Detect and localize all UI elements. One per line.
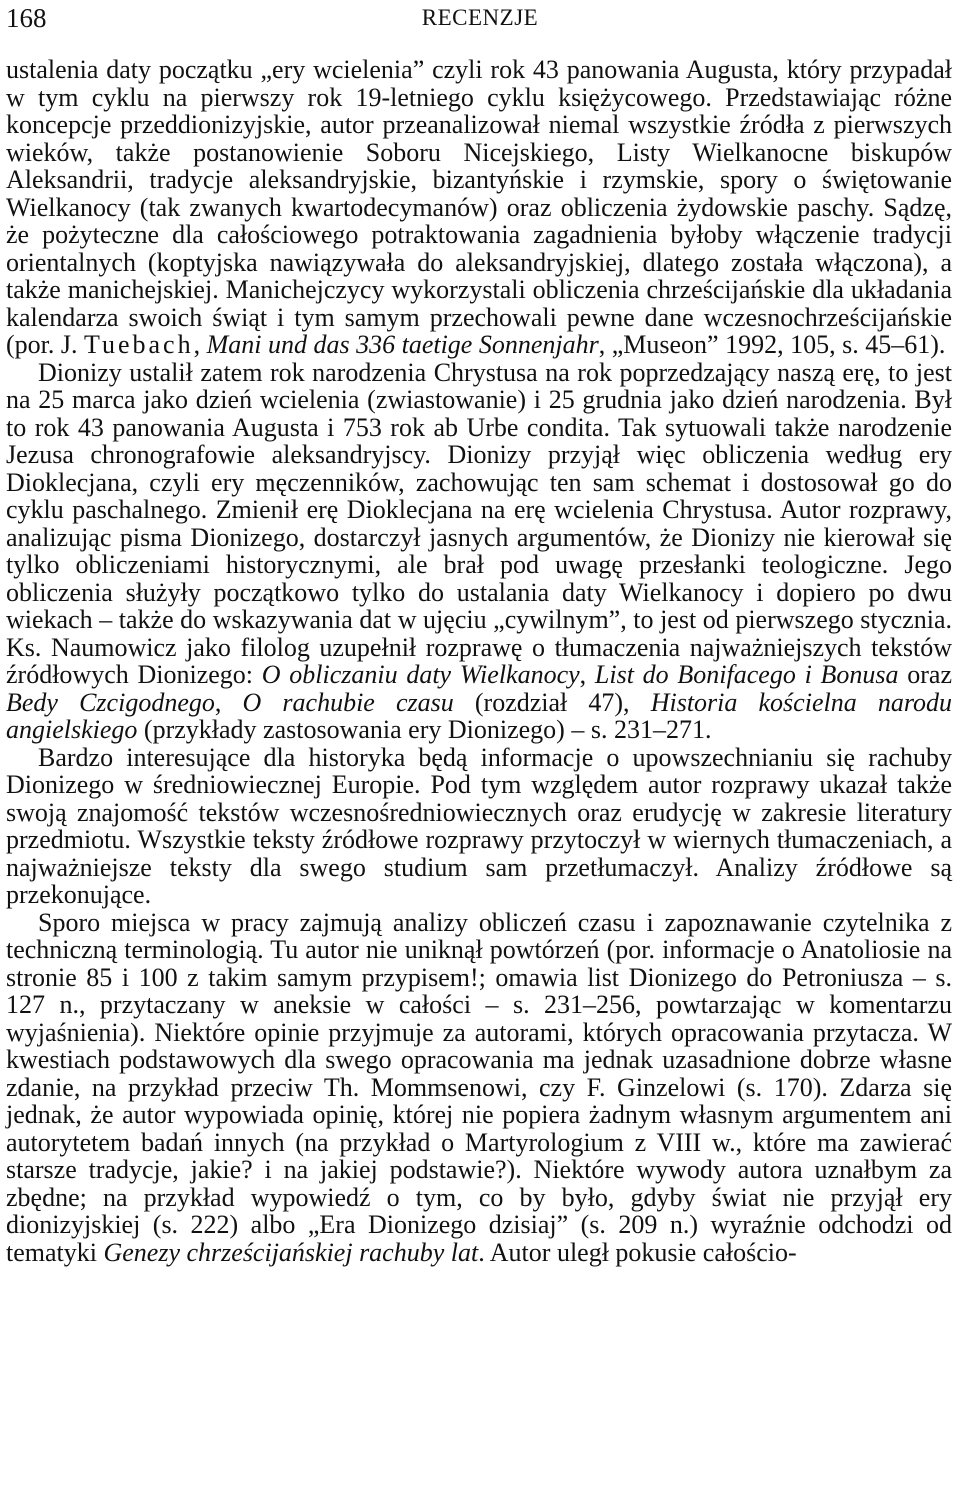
author-name-spaced: Tuebach (84, 330, 194, 359)
text-run: (rozdział 47), (453, 687, 651, 717)
text-run: oraz (898, 660, 953, 689)
cited-title: Mani und das 336 taetige Sonnenjahr (206, 330, 599, 359)
cited-title: Historia kościelna narodu angielskiego (6, 687, 952, 744)
cited-title: O rachubie czasu (242, 687, 454, 717)
paragraph-2 (6, 359, 952, 744)
text-run: , (193, 330, 207, 359)
text-run: . Autor uległ pokusie całościo- (478, 1237, 797, 1267)
cited-title: O obliczaniu daty Wielkanocy (261, 660, 580, 689)
text-run: Sporo miejsca w pracy zajmują analizy obliczeń czasu i zapoznawanie czytelnika z techniczną terminologią. Tu autor nie uniknął powtórzeń (por. informacje o Anatoliosie na stronie 85 i 100 z takim samym przypisem!; omawia list Dionizego do Petroniusza – s. 127 n., przytaczany w aneksie w całości – s. 231–256, powtarzając w komentarzu wyjaśnienia). Niektóre opinie przyjmuje za autorami, których opracowania przytacza. W kwestiach podstawowych dla swego opracowania ma jednak uzasadnione dobrze własne zdanie, na przykład przeciw Th. Mommsenowi, czy F. Ginzelowi (s. 170). Zdarza się jednak, że autor wypowiada opinię, której nie popiera żadnym własnym argumentem ani autorytetem badań innych (na przykład o Martyrologium z VIII w., które ma zawierać starsze tradycje, jakie? i na jakiej podstawie?). Niektóre wywody autora uznałbym za zbędne; na przykład wypowiedź o tym, co by było, gdyby świat nie przyjął ery dionizyjskiej (s. 222) albo „Era Dionizego dzisiaj” (s. 209 n.) wyraźnie odchodzi od tematyki (6, 907, 952, 1267)
text-run: , (214, 687, 243, 717)
text-run: Dionizy ustalił zatem rok narodzenia Chrystusa na rok poprzedzający naszą erę, to jest na 25 marca jako dzień wcielenia (zwiastowanie) i 25 grudnia jako dzień narodzenia. Był to rok 43 panowania Augusta i 753 rok ab Urbe condita. Tak sytuowali także narodzenie Jezusa chronografowie aleksandryjscy. Dionizy przyjął więc obliczenia według ery Dioklecjana, czyli ery męczenników, zachowując ten sam schemat i dostosował go do cyklu paschalnego. Zmienił erę Dioklecjana na erę wcielenia Chrystusa. Autor rozprawy, analizując pisma Dionizego, dostarczył jasnych argumentów, że Dionizy nie kierował się tylko obliczeniami historycznymi, ale brał pod uwagę przesłanki teologiczne. Jego obliczenia służyły początkowo tylko do ustalania daty Wielkanocy i dopiero po dwu wiekach – także do wskazywania dat w ujęciu „cywilnym”, to jest od pierwszego stycznia. Ks. Naumowicz jako filolog uzupełnił rozprawę o tłumaczenia najważniejszych tekstów źródłowych Dionizego: (6, 357, 952, 689)
cited-title: Bedy Czcigodnego (6, 687, 215, 717)
paragraph-1 (6, 56, 952, 359)
cited-title: List do Bonifacego i Bonusa (594, 660, 899, 689)
cited-title: Genezy chrześcijańskiej rachuby lat (103, 1237, 479, 1267)
paragraph-3 (6, 744, 952, 909)
text-run: (przykłady zastosowania ery Dionizego) – s. 231–271. (137, 715, 712, 744)
running-head: RECENZJE (421, 5, 539, 30)
text-run: Bardzo interesujące dla historyka będą informacje o upowszechnianiu się rachuby Dionizego w średniowiecznej Europie. Pod tym względem autor rozprawy ukazał także swoją znajomość tekstów wczesnośredniowiecznych oraz erudycję w zakresie literatury przedmiotu. Wszystkie teksty źródłowe rozprawy przytoczył w wiernych tłumaczeniach, a najważniejsze teksty dla swego studium sam przetłumaczył. Analizy źródłowe są przekonujące. (6, 742, 952, 909)
paragraph-4 (6, 909, 952, 1267)
body-text (6, 56, 952, 1266)
page-number: 168 (6, 3, 47, 33)
text-run: , „Museon” 1992, 105, s. 45–61). (598, 330, 946, 359)
text-run: ustalenia daty początku „ery wcielenia” czyli rok 43 panowania Augusta, który przypadał w tym cyklu na pierwszy rok 19-letniego cyklu księżycowego. Przedstawiając różne koncepcje przeddionizyjskie, autor przeanalizował niemal wszystkie źródła z pierwszych wieków, także postanowienie Soboru Nicejskiego, Listy Wielkanocne biskupów Aleksandrii, tradycje aleksandryjskie, bizantyńskie i rzymskie, spory o świętowanie Wielkanocy (tak zwanych kwartodecymanów) oraz obliczenia żydowskie paschy. Sądzę, że pożyteczne dla całościowego potraktowania zagadnienia byłoby włączenie tradycji orientalnych (koptyjska nawiązywała do aleksandryjskiej, dlatego została włączona), a także manichejskiej. Manichejczycy wykorzystali obliczenia chrześcijańskie dla układania kalendarza swoich świąt i tym samym przechowali pewne dane wczesnochrześcijańskie (por. J. (6, 55, 952, 359)
text-run: , (579, 660, 595, 689)
